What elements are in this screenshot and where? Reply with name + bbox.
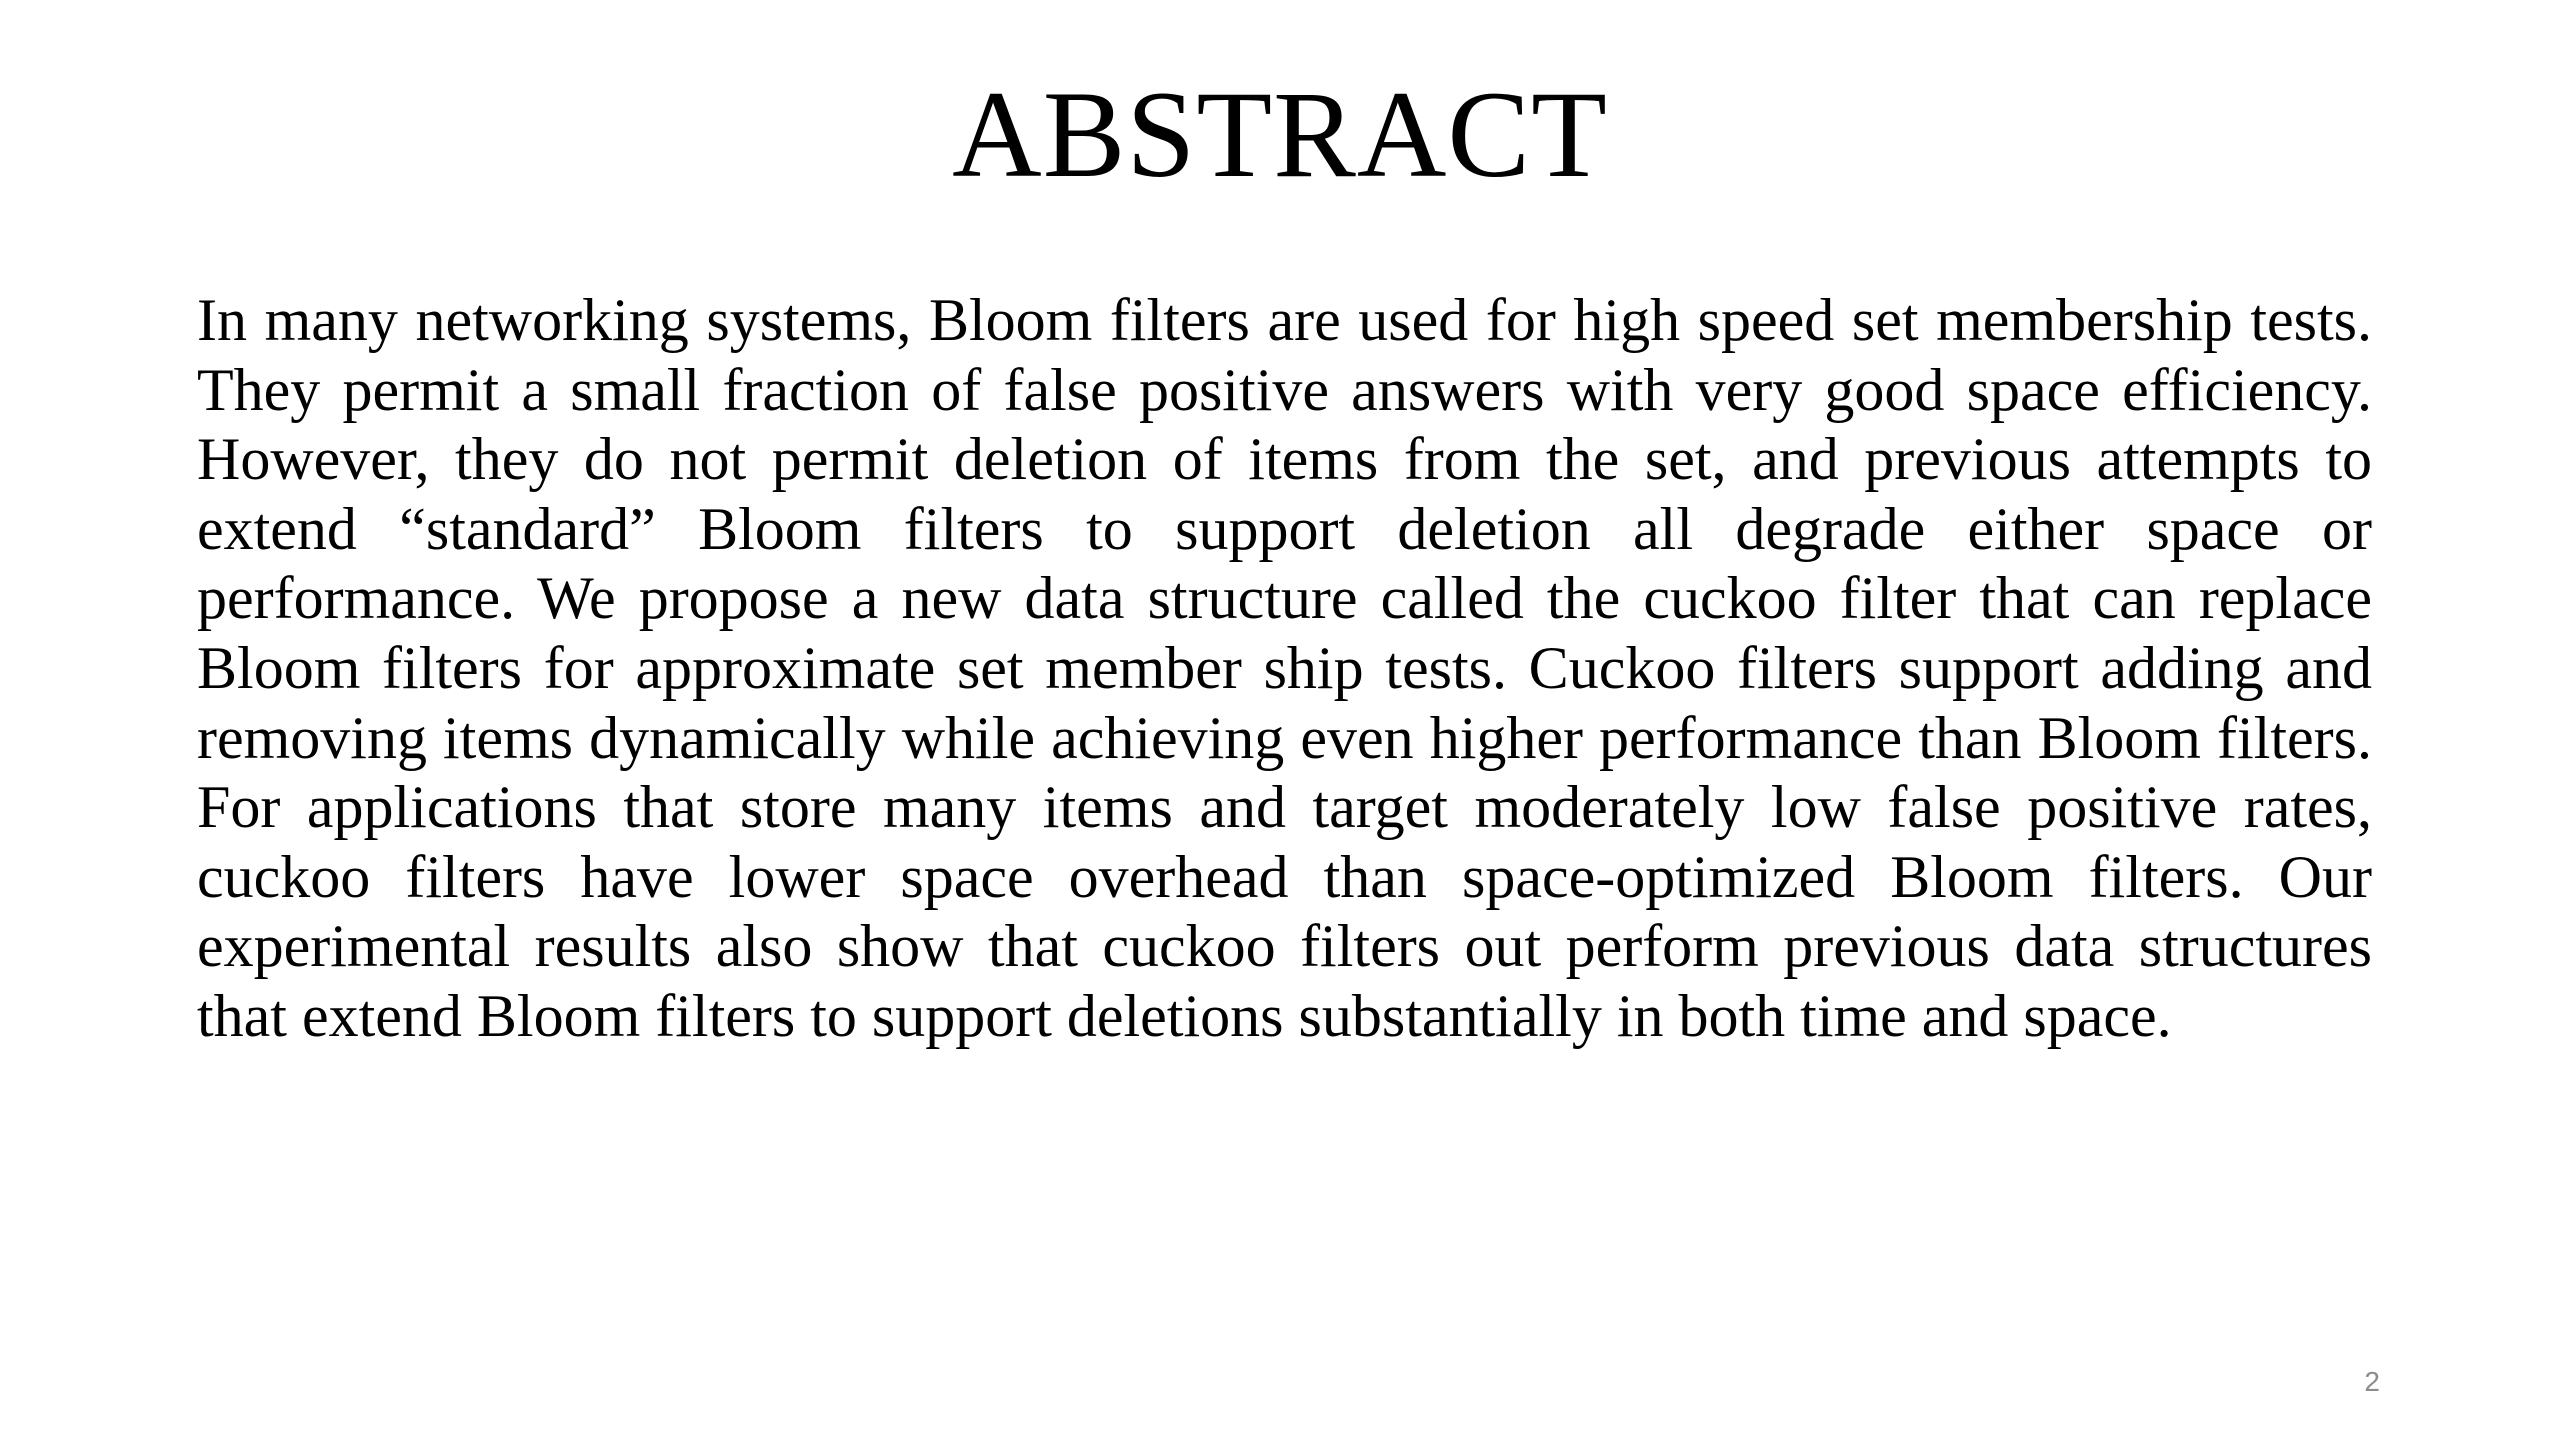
abstract-body: In many networking systems, Bloom filters are used for high speed set membership tests. They permit a small fraction of false positive answers with very good space efficiency. However, they do not permit deletion of items from the set, and previous attempts to extend “standard” Bloom filters to support deletion all degrade either space or performance. We propose a new data structure called the cuckoo filter that can replace Bloom filters for approximate set member ship tests. Cuckoo filters support adding and removing items dynamically while achieving even higher performance than Bloom filters. For applications that store many items and target moderately low false positive rates, cuckoo filters have lower space overhead than space-optimized Bloom filters. Our experimental results also show that cuckoo filters out perform previous data structures that extend Bloom filters to support deletions substantially in both time and space. xyxy=(197,287,2372,1049)
slide-title: ABSTRACT xyxy=(952,66,1608,203)
page-number: 2 xyxy=(2364,1366,2380,1397)
